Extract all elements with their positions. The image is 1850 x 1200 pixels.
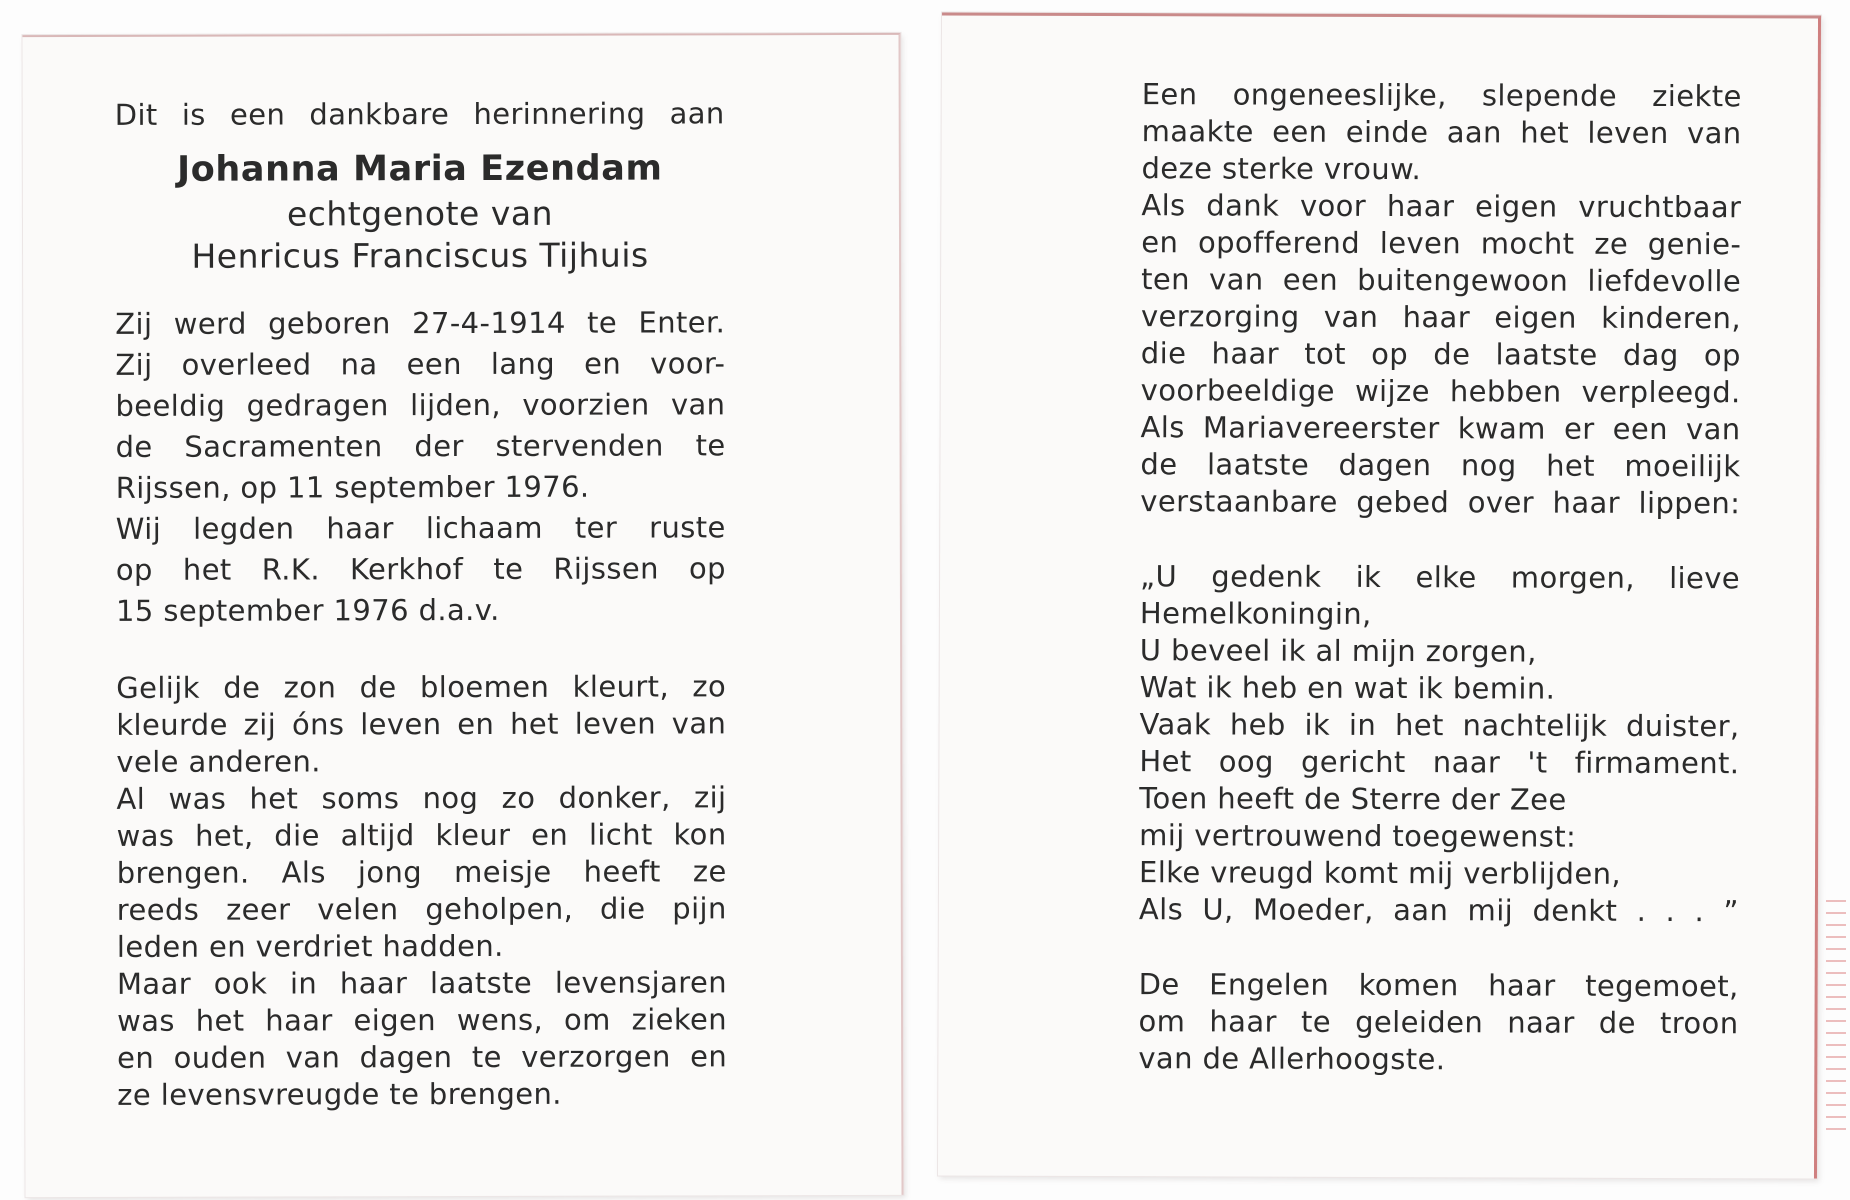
- prayer-line: Hemelkoningin,: [1139, 596, 1372, 631]
- closing-paragraph: [1138, 966, 1738, 1079]
- bio-line: beeldig gedragen lijden, voorzien van: [115, 387, 726, 423]
- bio-line: Zij werd geboren 27-4-1914 te Enter.: [115, 305, 726, 341]
- tribute-line: brengen. Als jong meisje heeft ze: [116, 854, 727, 890]
- prayer-line: Elke vreugd komt mij verblijden,: [1138, 855, 1622, 891]
- memorial-card-left-page: [22, 33, 903, 1197]
- bio-line: 15 september 1976 d.a.v.: [115, 592, 500, 628]
- prayer-poem: [1139, 558, 1740, 930]
- closing-line: De Engelen komen haar tegemoet,: [1138, 967, 1739, 1004]
- closing-line: van de Allerhoogste.: [1138, 1041, 1446, 1077]
- story-line: Als Mariavereerster kwam er een van: [1140, 410, 1741, 447]
- prayer-line: mij vertrouwend toegewenst:: [1139, 818, 1577, 854]
- story-line: maakte een einde aan het leven van: [1141, 114, 1742, 151]
- spacer: [1140, 520, 1740, 560]
- story-line: verzorging van haar eigen kinderen,: [1140, 299, 1742, 336]
- tribute-line: Maar ook in haar laatste levensjaren: [116, 965, 728, 1001]
- tribute-line: leden en verdriet hadden.: [116, 928, 504, 964]
- tribute-line: ze levensvreugde te brengen.: [117, 1076, 562, 1112]
- prayer-line: Het oog gericht naar 't firmament.: [1139, 744, 1740, 781]
- story-line: verstaanbare gebed over haar lippen:: [1140, 484, 1741, 521]
- left-page-text: [115, 95, 728, 1114]
- prayer-line: Als U, Moeder, aan mij denkt . . . ”: [1138, 892, 1739, 929]
- bio-paragraph: [115, 302, 726, 632]
- story-line: Als dank voor haar eigen vruchtbaar: [1141, 188, 1742, 225]
- spouse-name: Henricus Franciscus Tijhuis: [191, 235, 649, 276]
- tribute-line: was het haar eigen wens, om zieken: [117, 1002, 728, 1038]
- scan-edge-marks: [1826, 900, 1846, 1140]
- prayer-line: Vaak heb ik in het nachtelijk duister,: [1139, 707, 1740, 744]
- story-paragraph: [1140, 76, 1742, 522]
- tribute-line: en ouden van dagen te verzorgen en: [117, 1039, 728, 1075]
- spacer: [115, 276, 725, 304]
- closing-line: om haar te geleiden naar de troon: [1138, 1004, 1739, 1041]
- prayer-line: Toen heeft de Sterre der Zee: [1139, 781, 1567, 817]
- story-line: en opofferend leven mocht ze genie-: [1141, 225, 1742, 262]
- bio-line: de Sacramenten der stervenden te: [115, 428, 726, 464]
- story-line: ten van een buitengewoon liefdevolle: [1141, 262, 1742, 299]
- prayer-line: „U gedenk ik elke morgen, lieve: [1140, 559, 1741, 596]
- prayer-line: U beveel ik al mijn zorgen,: [1139, 633, 1537, 669]
- tribute-line: Gelijk de zon de bloemen kleurt, zo: [116, 669, 727, 705]
- prayer-line: Wat ik heb en wat ik bemin.: [1139, 670, 1556, 706]
- deceased-name: Johanna Maria Ezendam: [177, 148, 663, 190]
- tribute-line: kleurde zij óns leven en het leven van: [116, 706, 727, 742]
- bio-line: Rijssen, op 11 september 1976.: [115, 469, 590, 505]
- story-line: deze sterke vrouw.: [1141, 151, 1422, 187]
- memorial-card-right-page: [938, 12, 1821, 1178]
- story-line: de laatste dagen nog het moeilijk: [1140, 447, 1741, 484]
- tribute-paragraph: [116, 668, 727, 1114]
- tribute-line: Al was het soms nog zo donker, zij: [116, 780, 727, 816]
- story-line: die haar tot op de laatste dag op: [1140, 336, 1741, 373]
- tribute-line: was het, die altijd kleur en licht kon: [116, 817, 727, 853]
- bio-line: op het R.K. Kerkhof te Rijssen op: [115, 551, 726, 587]
- right-page-text: [1138, 76, 1741, 1079]
- tribute-line: vele anderen.: [116, 744, 321, 779]
- bio-line: Zij overleed na een lang en voor-: [115, 346, 726, 382]
- tribute-line: reeds zeer velen geholpen, die pijn: [116, 891, 727, 927]
- story-line: voorbeeldige wijze hebben verpleegd.: [1140, 373, 1741, 410]
- bio-line: Wij legden haar lichaam ter ruste: [115, 510, 726, 546]
- spacer: [1139, 928, 1739, 968]
- spouse-intro: echtgenote van: [286, 193, 554, 234]
- intro-line: Dit is een dankbare herinnering aan: [114, 96, 725, 132]
- spacer: [116, 630, 726, 670]
- story-line: Een ongeneeslijke, slepende ziekte: [1141, 77, 1742, 114]
